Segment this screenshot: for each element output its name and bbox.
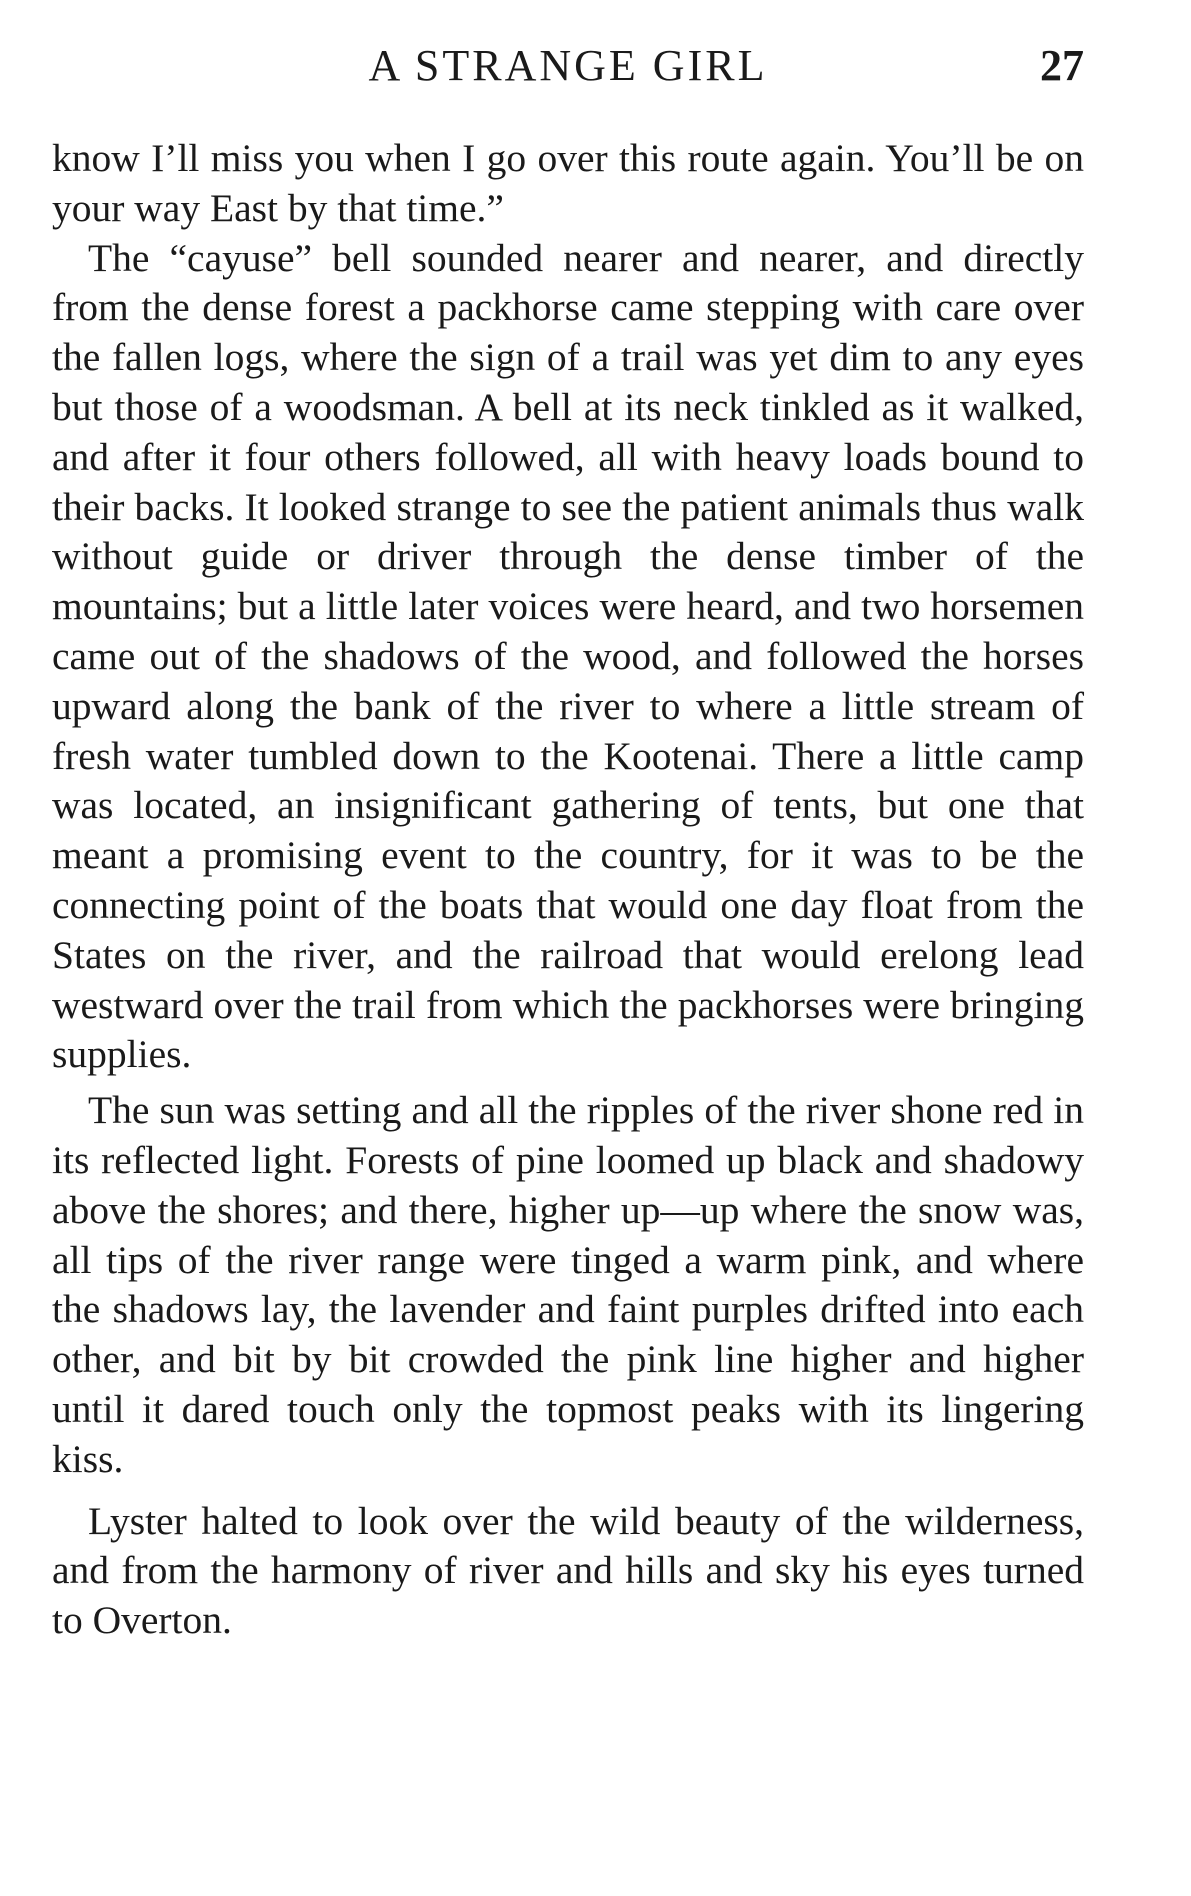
paragraph-lyster: Lyster halted to look over the wild beauty of the wilderness, and from the harmony of river and hills and sky his eyes turned to Overton. bbox=[52, 1498, 1084, 1643]
paragraph-sunset: The sun was setting and all the ripples of the river shone red in its reflected light. Forests of pine loomed up black and shadowy above the shores; and there, higher up—up where the snow was, all tips of the river range were tinged a warm pink, and where the shadows lay, the lavender and faint purples drifted into each other, and bit by bit crowded the pink line higher and higher until it dared touch only the topmost peaks with its lingering kiss. bbox=[52, 1088, 1084, 1481]
running-head bbox=[52, 36, 1084, 96]
page-number: 27 bbox=[1040, 41, 1084, 90]
paragraph-continuation: know I’ll miss you when I go over this route again. You’ll be on your way East by that time.” bbox=[52, 136, 1084, 230]
paragraph-packhorses: The “cayuse” bell sounded nearer and nearer, and directly from the dense forest a packhorse came stepping with care over the fallen logs, where the sign of a trail was yet dim to any eyes but those of a woodsman. A bell at its neck tinkled as it walked, and after it four others followed, all with heavy loads bound to their backs. It looked strange to see the patient animals thus walk without guide or driver through the dense timber of the mountains; but a little later voices were heard, and two horsemen came out of the shadows of the wood, and followed the horses upward along the bank of the river to where a little stream of fresh water tumbled down to the Kootenai. There a little camp was located, an insignificant gathering of tents, but one that meant a promising event to the country, for it was to be the connecting point of the boats that would one day float from the States on the river, and the railroad that would erelong lead westward over the trail from which the packhorses were bringing supplies. bbox=[52, 235, 1084, 1077]
body-text bbox=[52, 134, 1084, 1646]
running-title: A STRANGE GIRL bbox=[368, 41, 768, 90]
